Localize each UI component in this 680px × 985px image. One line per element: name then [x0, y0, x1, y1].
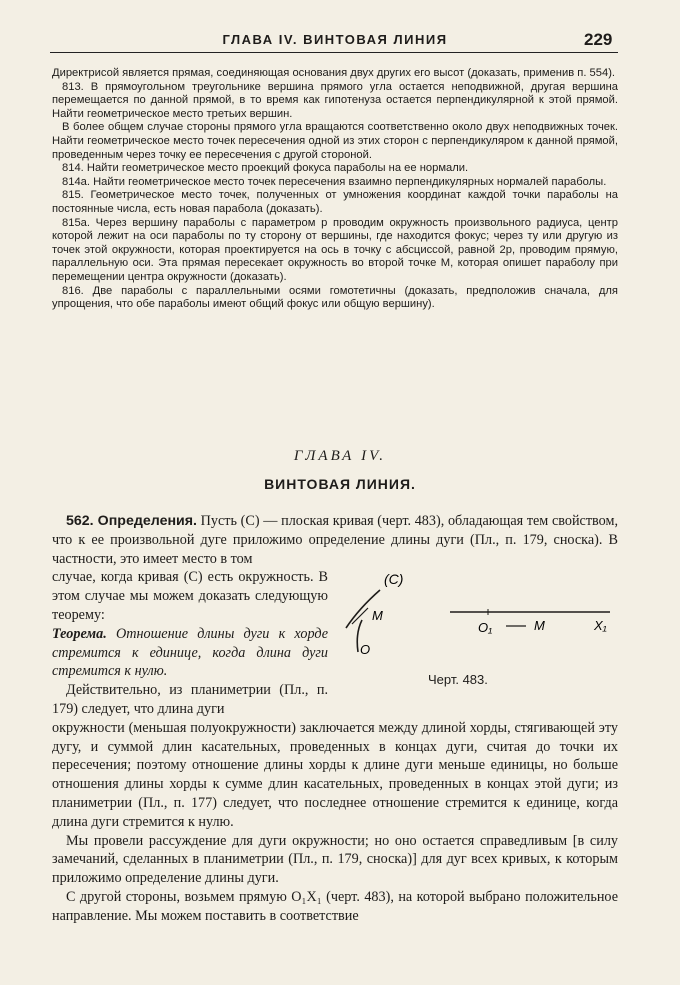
problem-continuation: Директрисой является прямая, соединяющая основания двух других его высот (доказать, применив п. 554). — [52, 67, 616, 79]
narrow-paragraph-2: Действительно, из планиметрии (Пл., п. 179) следует, что длина дуги — [52, 682, 328, 717]
section-562-intro — [52, 512, 618, 568]
curve-c-label: (C) — [384, 571, 404, 587]
problem-813-general: В более общем случае стороны прямого угла вращаются соответственно около двух неподвижных точек. Найти геометрическое место точек пересечения одной из этих сторон с перпендикуляром к данной прямой, проведенным через точку ее пересечения с другой стороной. — [52, 121, 618, 161]
axis-x1-label: X₁ — [594, 618, 607, 633]
page-number: 229 — [584, 30, 613, 49]
paragraph-line: С другой стороны, возьмем прямую O₁X₁ (черт. 483), на которой выбрано положительное направление. Мы можем поставить в соответствие — [52, 888, 618, 924]
point-o-label: O — [360, 642, 371, 657]
theorem — [52, 625, 328, 681]
axis-m-label: M — [534, 618, 545, 633]
theorem-statement: Отношение длины дуги к хорде стремится к единице, когда длина дуги стремится к нулю. — [52, 625, 328, 680]
running-head: ГЛАВА IV. ВИНТОВАЯ ЛИНИЯ — [222, 32, 448, 47]
problem-816: 816. Две параболы с параллельными осями гомотетичны (доказать, предположив сначала, для упрощения, что обе параболы имеют общий фокус или общую вершину). — [52, 284, 618, 311]
theorem-label: Теорема. — [52, 625, 107, 642]
proof-continuation: окружности (меньшая полуокружности) заключается между длиной хорды, стягивающей эту дугу, и суммой длин касательных, проведенных в концах дуги, считая до точки их пересечения; поэтому отношение длины хорды к длине дуги меньше единицы, но больше отношения длины хорды к сумме длин касательных, проведенных в концах этой дуги; из планиметрии (Пл., п. 177) следует, что последнее отношение стремится к единице, когда длина дуги стремится к нулю. — [52, 719, 618, 830]
section-intro-text: Пусть (C) — плоская кривая (черт. 483), обладающая тем свойством, что к ее произвольной дуге приложимо определение длины дуги (Пл., п. 179, сноска). В частности, это имеет место в том — [52, 513, 618, 567]
figure-caption: Черт. 483. — [428, 672, 488, 687]
problem-815: 815. Геометрическое место точек, полученных от умножения координат каждой точки параболы на постоянные числа, есть новая парабола (доказать). — [52, 189, 618, 215]
point-m-label: M — [372, 608, 383, 623]
chapter-label: ГЛАВА IV. — [293, 448, 387, 464]
problems-block — [52, 67, 618, 312]
problem-813: 813. В прямоугольном треугольнике вершина прямого угла остается неподвижной, другая вершина перемещается по данной прямой, в то время как гипотенуза остается перпендикулярной к этой прямой. Найти геометрическое место третьих вершин. — [52, 80, 618, 120]
chapter-title: ВИНТОВАЯ ЛИНИЯ. — [264, 476, 416, 492]
header-rule — [50, 52, 618, 53]
paragraph-remark: Мы провели рассуждение для дуги окружности; но оно остается справедливым [в силу замечаний, сделанных в планиметрии (Пл., п. 179, сноска)] для дуг всех кривых, к которым приложимо определение длины дуги. — [52, 832, 618, 887]
problem-815a: 815а. Через вершину параболы с параметром p проводим окружность произвольного радиуса, центр которой лежит на оси параболы по ту сторону от вершины, где находится фокус; через ту или другую из точек этой окружности, которая проектируется на ось в точку с абсциссой, равной 2p, проводим прямую, параллельную оси. Эта прямая пересекает окружность во второй точке M, которая опишет параболу при перемещении центра окружности (доказать). — [52, 216, 618, 283]
narrow-paragraph-1: случае, когда кривая (C) есть окружность. В этом случае мы можем доказать следующую теорему: — [52, 569, 328, 623]
axis-o1-label: O₁ — [478, 620, 493, 635]
section-heading: 562. Определения. — [66, 513, 197, 529]
problem-814: 814. Найти геометрическое место проекций фокуса параболы на ее нормали. — [62, 162, 469, 175]
problem-814a: 814а. Найти геометрическое место точек пересечения взаимно перпендикулярных нормалей параболы. — [62, 175, 607, 188]
